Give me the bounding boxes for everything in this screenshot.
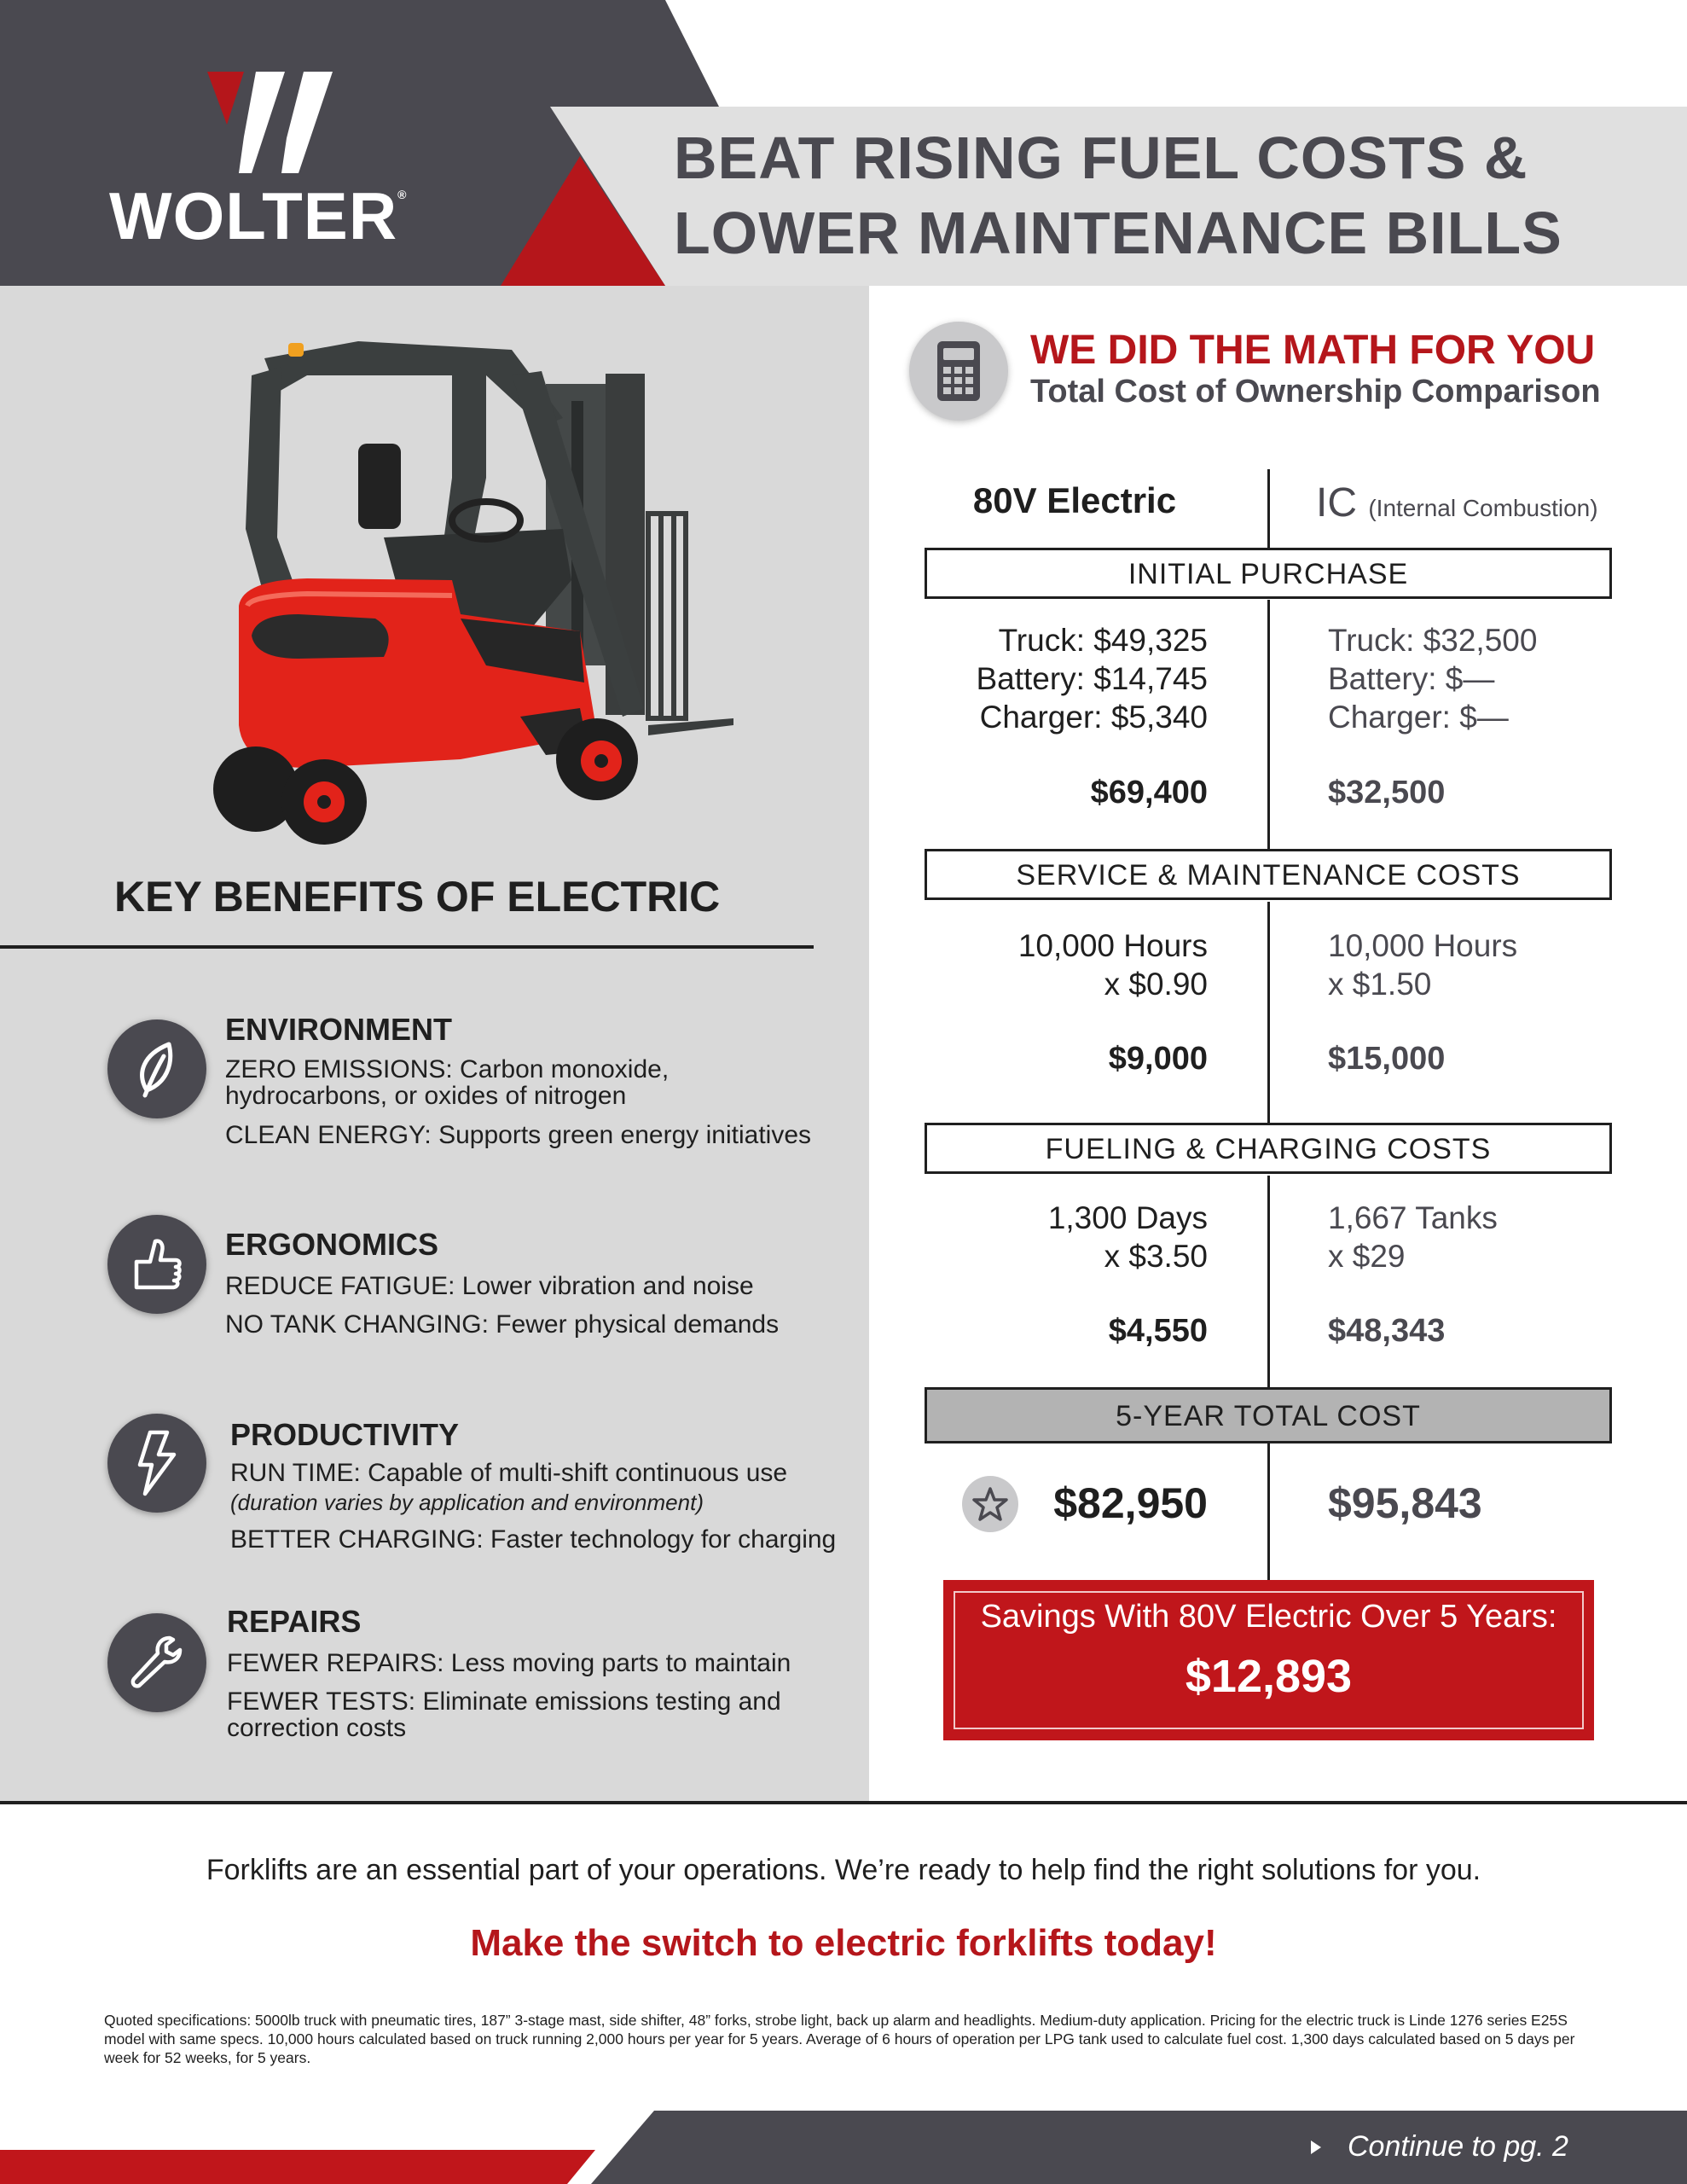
electric-line: x $0.90 — [1104, 967, 1208, 1002]
comparison-subtitle: Total Cost of Ownership Comparison — [1030, 374, 1601, 410]
electric-line: Truck: $49,325 — [998, 623, 1208, 658]
electric-line: 1,300 Days — [1047, 1200, 1208, 1235]
wrench-icon — [107, 1613, 206, 1712]
electric-subtotal: $9,000 — [1108, 1041, 1208, 1077]
ic-line: Truck: $32,500 — [1328, 623, 1538, 658]
page-title-line-2: LOWER MAINTENANCE BILLS — [674, 200, 1562, 266]
benefits-title: KEY BENEFITS OF ELECTRIC — [114, 873, 721, 921]
column-divider — [1267, 902, 1270, 1124]
ic-line: Charger: $— — [1328, 700, 1509, 735]
benefit-line: FEWER TESTS: Eliminate emissions testing and — [227, 1687, 781, 1716]
benefit-title-productivity: PRODUCTIVITY — [230, 1417, 460, 1452]
electric-line: Battery: $14,745 — [976, 661, 1208, 696]
electric-subtotal: $4,550 — [1108, 1313, 1208, 1349]
comparison-title: WE DID THE MATH FOR YOU — [1030, 328, 1596, 373]
benefit-line: CLEAN ENERGY: Supports green energy initiatives — [225, 1121, 811, 1149]
continue-link[interactable]: Continue to pg. 2 — [1348, 2130, 1568, 2163]
footer-lead-text: Forklifts are an essential part of your operations. We’re ready to help find the right solutions for you. — [206, 1854, 1481, 1886]
section-header-initial-purchase: INITIAL PURCHASE — [925, 548, 1612, 599]
electric-subtotal: $69,400 — [1090, 775, 1208, 810]
column-divider — [1267, 1176, 1270, 1387]
benefits-divider — [0, 945, 814, 949]
column-header-ic: IC (Internal Combustion) — [1316, 480, 1598, 526]
wolter-logo: WOLTER® — [109, 178, 408, 253]
lightning-icon — [107, 1414, 206, 1513]
benefit-note: (duration varies by application and environment) — [230, 1490, 704, 1515]
column-divider — [1267, 469, 1270, 548]
benefit-line: BETTER CHARGING: Faster technology for charging — [230, 1525, 837, 1554]
ic-line: x $29 — [1328, 1239, 1406, 1274]
benefit-line: REDUCE FATIGUE: Lower vibration and noise — [225, 1272, 754, 1300]
disclaimer-text: Quoted specifications: 5000lb truck with pneumatic tires, 187” 3-stage mast, side shifter, 48” forks, strobe light, back up alarm and headlights. Medium-duty application. Pricing for the electric truck is Linde 1276 series E25S model with same specs. 10,000 hours calculated based on truck running 2,000 hours per year for 5 years. Average of 6 hours of operation per LPG tank used to calculate fuel cost. 1,300 days calculated based on 5 days per week for 52 weeks, for 5 years. — [104, 2012, 1575, 2066]
electric-line: x $3.50 — [1104, 1239, 1208, 1274]
benefit-line: NO TANK CHANGING: Fewer physical demands — [225, 1310, 780, 1339]
ic-subtotal: $48,343 — [1328, 1313, 1446, 1349]
benefit-title-ergonomics: ERGONOMICS — [225, 1227, 439, 1262]
continue-arrow-icon[interactable] — [1311, 2140, 1323, 2154]
footer-divider — [0, 1801, 1687, 1804]
savings-label: Savings With 80V Electric Over 5 Years: — [980, 1599, 1557, 1635]
benefit-line: hydrocarbons, or oxides of nitrogen — [225, 1082, 627, 1110]
page-title-line-1: BEAT RISING FUEL COSTS & — [674, 125, 1528, 191]
ic-line: Battery: $— — [1328, 661, 1495, 696]
ic-line: 1,667 Tanks — [1328, 1200, 1498, 1235]
benefit-line: ZERO EMISSIONS: Carbon monoxide, — [225, 1055, 670, 1083]
column-divider — [1267, 600, 1270, 849]
benefit-title-repairs: REPAIRS — [227, 1604, 362, 1639]
column-header-electric: 80V Electric — [972, 480, 1177, 520]
ic-total: $95,843 — [1328, 1479, 1482, 1527]
electric-line: 10,000 Hours — [1017, 928, 1208, 963]
electric-total: $82,950 — [1053, 1479, 1208, 1527]
benefit-title-environment: ENVIRONMENT — [225, 1012, 453, 1047]
calculator-icon — [909, 322, 1008, 421]
ic-subtotal: $15,000 — [1328, 1041, 1446, 1077]
footer-call-to-action: Make the switch to electric forklifts today! — [470, 1922, 1217, 1964]
section-header-fueling: FUELING & CHARGING COSTS — [925, 1123, 1612, 1174]
ic-line: 10,000 Hours — [1328, 928, 1518, 963]
star-icon — [962, 1476, 1018, 1532]
column-divider — [1267, 1443, 1270, 1582]
thumbs-up-icon — [107, 1215, 206, 1314]
benefit-line: correction costs — [227, 1714, 407, 1742]
ic-subtotal: $32,500 — [1328, 775, 1446, 810]
leaf-icon — [107, 1019, 206, 1118]
savings-banner — [943, 1580, 1594, 1740]
footer-red-stripe — [0, 2150, 595, 2184]
section-header-service: SERVICE & MAINTENANCE COSTS — [925, 849, 1612, 900]
ic-line: x $1.50 — [1328, 967, 1432, 1002]
benefit-line: FEWER REPAIRS: Less moving parts to maintain — [227, 1649, 791, 1677]
forklift-photo — [205, 324, 751, 845]
section-header-total: 5-YEAR TOTAL COST — [925, 1387, 1612, 1443]
benefit-line: RUN TIME: Capable of multi-shift continuous use — [230, 1459, 788, 1487]
electric-line: Charger: $5,340 — [979, 700, 1208, 735]
savings-amount: $12,893 — [1185, 1651, 1353, 1702]
